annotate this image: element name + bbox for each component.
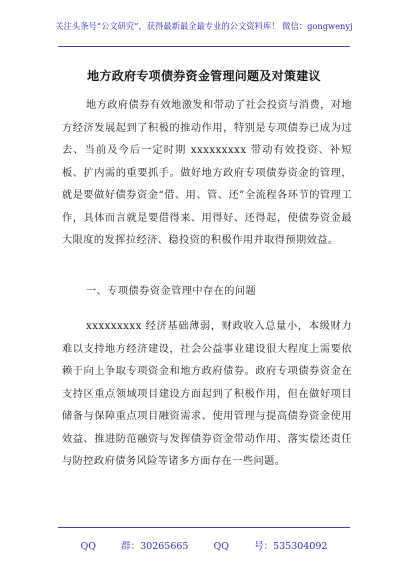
document-title: 地方政府专项债券资金管理问题及对策建议 bbox=[87, 69, 321, 83]
section-heading-1: 一、专项债券资金管理中存在的问题 bbox=[86, 286, 257, 297]
footer-contact: QQ 群：30265665 QQ 号：535304092 bbox=[80, 541, 328, 552]
header-divider bbox=[58, 46, 350, 47]
footer-divider bbox=[58, 527, 350, 528]
body-paragraph-2: xxxxxxxxx 经济基础薄弱，财政收入总量小，本级财力难以支持地方经济建设，社会公益事业建设很大程度上需要依赖于向上争取专项资金和地方政府债券。政府专项债券资金在支持区重点领域项目建设方面起到了积极作用，但在做好项目储备与保障重点项目融资需求、使用管理与提高债券资金使用效益、推进防范融资与发挥债券资金带动作用、落实偿还责任与防控政府债务风险等诸多方面存在一些问题。 bbox=[62, 321, 352, 467]
header-banner: 关注头条号“公文研究”，获得最新最全最专业的公文资料库！ 微信：gongwenyj bbox=[55, 21, 353, 31]
body-paragraph-1: 地方政府债券有效地激发和带动了社会投资与消费，对地方经济发展起到了积极的推动作用，特别是专项债券已成为过去、当前及今后一定时期 xxxxxxxxx 带动有效投资、补短板、扩内需的重要抓手。做好地方政府专项债券资金的管理，就是要做好债券资金“借、用、管、还”全流程各环节的管理工作，具体而言就是要借得来、用得好、还得起，使债券资金最大限度的发挥拉经济、稳投资的积极作用并取得预期效益。 bbox=[62, 100, 352, 246]
